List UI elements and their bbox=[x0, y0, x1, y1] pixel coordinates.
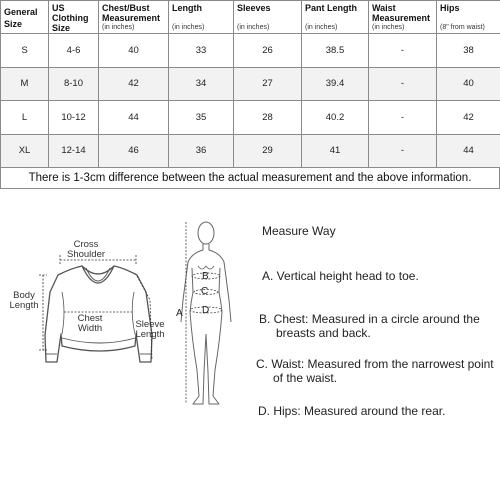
header-us-clothing-size: US Clothing Size bbox=[49, 1, 99, 34]
header-hips: Hips (8" from waist) bbox=[437, 1, 500, 34]
table-cell: 29 bbox=[234, 134, 302, 168]
body-length-label: Body bbox=[13, 290, 35, 301]
label-a: A bbox=[176, 308, 183, 319]
table-cell: 42 bbox=[99, 67, 169, 101]
table-cell: 44 bbox=[99, 101, 169, 135]
table-header-row bbox=[1, 1, 500, 34]
sleeve-length-label: Length bbox=[135, 329, 165, 340]
table-cell: 27 bbox=[234, 67, 302, 101]
measure-item-c bbox=[256, 357, 496, 385]
table-cell: 12-14 bbox=[49, 134, 99, 168]
header-waist: Waist Measurement (in inches) bbox=[369, 1, 437, 34]
cross-shoulder-label: Cross bbox=[73, 239, 99, 250]
label-d: D bbox=[202, 305, 210, 316]
table-cell: - bbox=[369, 134, 437, 168]
table-cell: 4-6 bbox=[49, 34, 99, 68]
table-cell: 38 bbox=[437, 34, 500, 68]
table-row-l bbox=[1, 101, 500, 135]
table-cell: - bbox=[369, 101, 437, 135]
table-cell: XL bbox=[1, 134, 49, 168]
table-row-xl bbox=[1, 134, 500, 168]
table-cell: 39.4 bbox=[302, 67, 369, 101]
sleeve-length-label: Sleeve bbox=[135, 319, 165, 330]
measurement-disclaimer: There is 1-3cm difference between the actual measurement and the above information. bbox=[0, 168, 500, 189]
label-b: B bbox=[202, 271, 209, 282]
table-cell: 41 bbox=[302, 134, 369, 168]
chest-width-label: Chest bbox=[77, 313, 103, 324]
body-length-label: Length bbox=[9, 300, 39, 311]
table-cell: 8-10 bbox=[49, 67, 99, 101]
table-row-m bbox=[1, 67, 500, 101]
measure-item-b-line1: B. Chest: Measured in a circle around the bbox=[259, 312, 480, 326]
table-cell: 40.2 bbox=[302, 101, 369, 135]
table-cell: 33 bbox=[169, 34, 234, 68]
measure-item-d: D. Hips: Measured around the rear. bbox=[258, 404, 446, 418]
header-sleeves: Sleeves (in inches) bbox=[234, 1, 302, 34]
table-cell: 26 bbox=[234, 34, 302, 68]
measure-item-b bbox=[259, 312, 495, 340]
body-measurement-figure bbox=[170, 215, 245, 415]
table-cell: 34 bbox=[169, 67, 234, 101]
chest-width-label: Width bbox=[77, 323, 103, 334]
table-cell: 28 bbox=[234, 101, 302, 135]
table-row-s bbox=[1, 34, 500, 68]
table-cell: 10-12 bbox=[49, 101, 99, 135]
measure-item-a: A. Vertical height head to toe. bbox=[262, 269, 419, 283]
cross-shoulder-label: Shoulder bbox=[66, 249, 106, 260]
header-chest-bust: Chest/Bust Measurement (in inches) bbox=[99, 1, 169, 34]
measure-item-c-line2: of the waist. bbox=[273, 371, 338, 385]
measure-way-title: Measure Way bbox=[262, 224, 336, 238]
label-c: C bbox=[201, 286, 209, 297]
measure-item-c-line1: C. Waist: Measured from the narrowest point bbox=[256, 357, 494, 371]
table-cell: L bbox=[1, 101, 49, 135]
table-cell: M bbox=[1, 67, 49, 101]
table-cell: S bbox=[1, 34, 49, 68]
table-cell: 35 bbox=[169, 101, 234, 135]
header-pant-length: Pant Length (in inches) bbox=[302, 1, 369, 34]
table-cell: 40 bbox=[99, 34, 169, 68]
table-cell: 42 bbox=[437, 101, 500, 135]
size-chart-table bbox=[0, 0, 500, 168]
header-length: Length (in inches) bbox=[169, 1, 234, 34]
header-general-size: General Size bbox=[1, 1, 49, 34]
table-cell: 46 bbox=[99, 134, 169, 168]
table-cell: 40 bbox=[437, 67, 500, 101]
jacket-measurement-diagram bbox=[0, 238, 185, 378]
table-cell: 44 bbox=[437, 134, 500, 168]
table-cell: 36 bbox=[169, 134, 234, 168]
table-cell: 38.5 bbox=[302, 34, 369, 68]
table-cell: - bbox=[369, 34, 437, 68]
measure-item-b-line2: breasts and back. bbox=[276, 326, 371, 340]
table-cell: - bbox=[369, 67, 437, 101]
